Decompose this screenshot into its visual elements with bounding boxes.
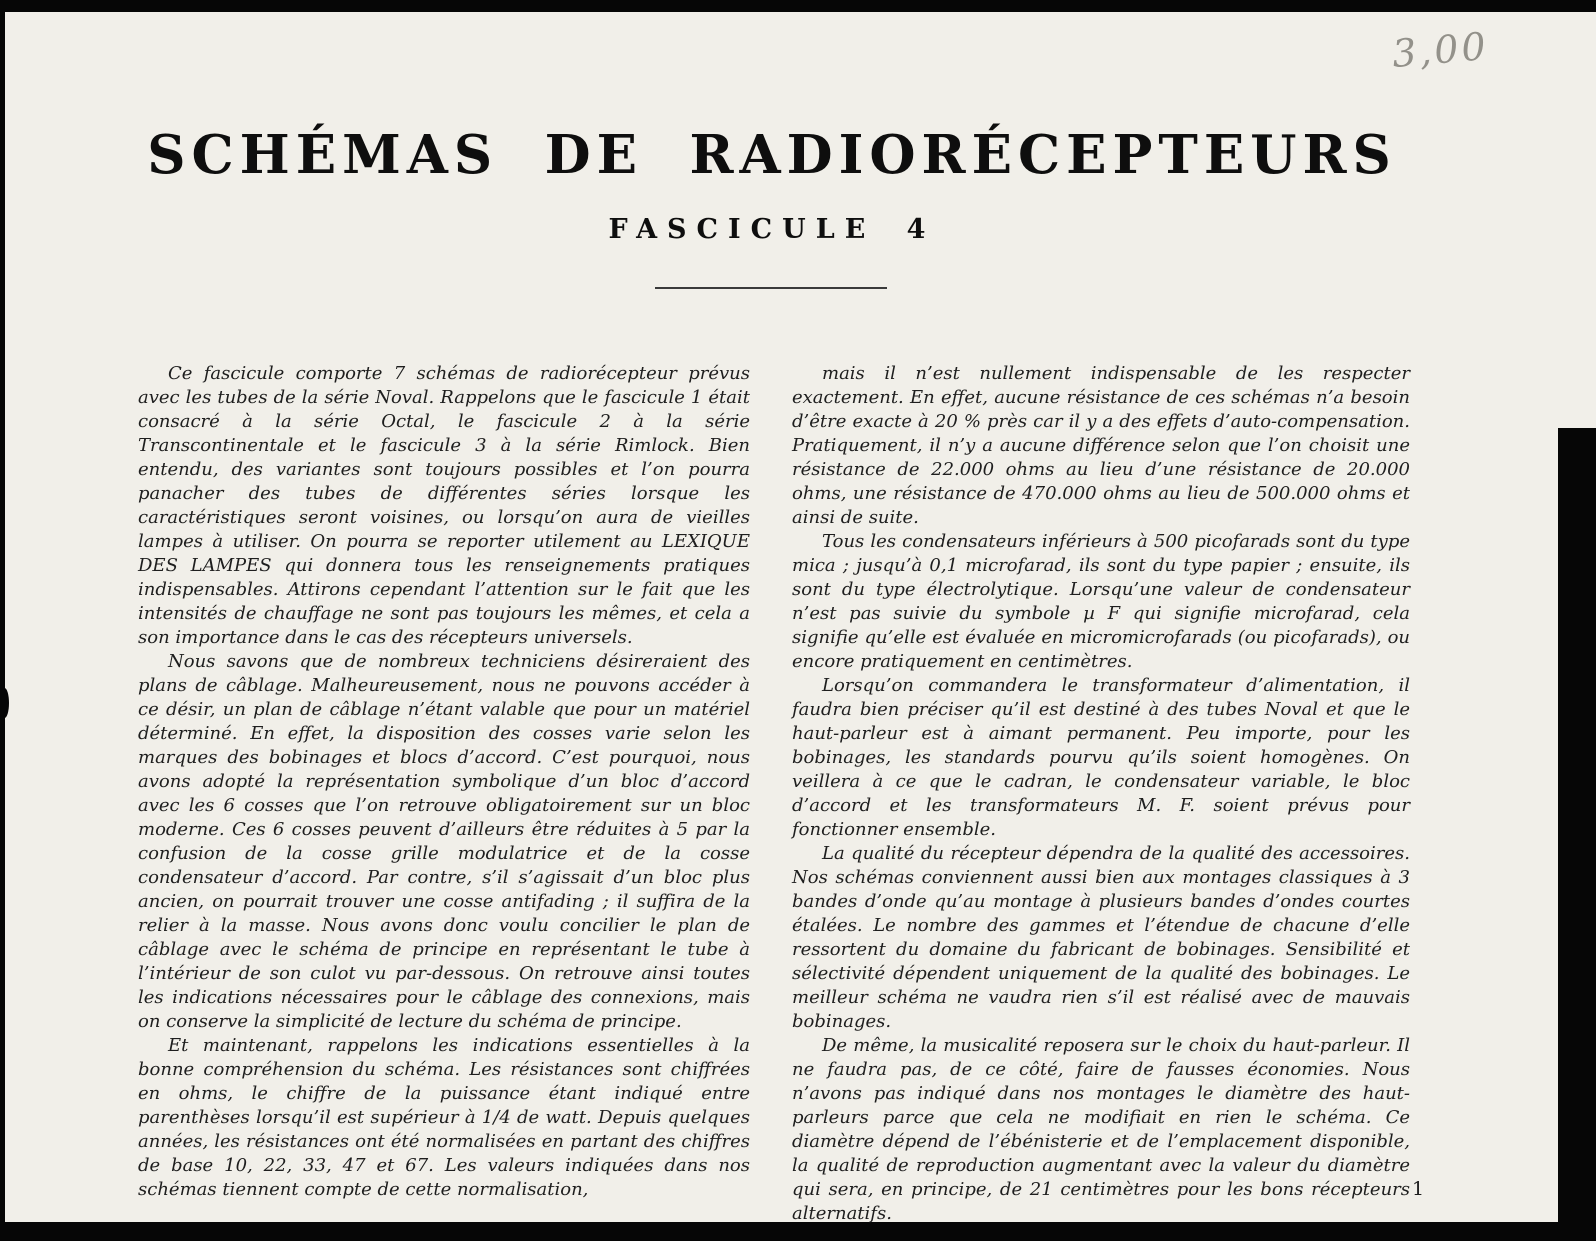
scan-edge-left [0,0,5,1241]
paragraph: Lorsqu’on commandera le transformateur d’alimentation, il faudra bien préciser qu’il est destiné à des tubes Noval et que le haut-parleur est à aimant permanent. Peu importe, pour les bobinages, les standards pourvu qu’ils soient homogènes. On veillera à ce que le cadran, le condensateur variable, le bloc d’accord et les transformateurs M. F. soient prévus pour fonctionner ensemble. [792,675,1410,840]
heading-block [90,0,1454,245]
title-divider-rule [655,287,887,289]
page-title: SCHÉMAS DE RADIORÉCEPTEURS [147,124,1397,186]
paragraph: mais il n’est nullement indispensable de les respecter exactement. En effet, aucune résistance de ces schémas n’a besoin d’être exacte à 20 % près car il y a des effets d’auto-compensation. Pratiquement, il n’y a aucune différence selon que l’on choisit une résistance de 22.000 ohms au lieu d’une résistance de 20.000 ohms, une résistance de 470.000 ohms au lieu de 500.000 ohms et ainsi de suite. [792,363,1410,528]
page-number: 1 [1412,1178,1425,1200]
scan-speck [0,688,9,718]
paragraph: Et maintenant, rappelons les indications essentielles à la bonne compréhension du schéma. Les résistances sont chiffrées en ohms, le chiffre de la puissance étant indiqué entre parenthèses lorsqu’il est supérieur à 1/4 de watt. Depuis quelques années, les résistances ont été normalisées en partant des chiffres de base 10, 22, 33, 47 et 67. Les valeurs indiquées dans nos schémas tiennent compte de cette normalisation, [138,1035,750,1200]
paragraph: La qualité du récepteur dépendra de la qualité des accessoires. Nos schémas conviennent aussi bien aux montages classiques à 3 bandes d’onde qu’au montage à plusieurs bandes d’ondes courtes étalées. Le nombre des gammes et l’étendue de chacune d’elle ressortent du domaine du fabricant de bobinages. Sensibilité et sélectivité dépendent uniquement de la qualité des bobinages. Le meilleur schéma ne vaudra rien s’il est réalisé avec de mauvais bobinages. [792,843,1410,1032]
paragraph: Nous savons que de nombreux techniciens désireraient des plans de câblage. Malheureusement, nous ne pouvons accéder à ce désir, un plan de câblage n’étant valable que pour un matériel déterminé. En effet, la disposition des cosses varie selon les marques des bobinages et blocs d’accord. C’est pourquoi, nous avons adopté la représentation symbolique d’un bloc d’accord avec les 6 cosses que l’on retrouve obligatoirement sur un bloc moderne. Ces 6 cosses peuvent d’ailleurs être réduites à 5 par la confusion de la cosse grille modulatrice et de la cosse condensateur d’accord. Par contre, s’il s’agissait d’un bloc plus ancien, on pourrait trouver une cosse antifading ; il suffira de la relier à la masse. Nous avons donc voulu concilier le plan de câblage avec le schéma de principe en représentant le tube à l’intérieur de son culot vu par-dessous. On retrouve ainsi toutes les indications nécessaires pour le câblage des connexions, mais on conserve la simplicité de lecture du schéma de principe. [138,651,750,1032]
paragraph: Tous les condensateurs inférieurs à 500 picofarads sont du type mica ; jusqu’à 0,1 microfarad, ils sont du type papier ; ensuite, ils sont du type électrolytique. Lorsqu’une valeur de condensateur n’est pas suivie du symbole µ F qui signifie microfarad, cela signifie qu’elle est évaluée en micromicrofarads (ou picofarads), ou encore pratiquement en centimètres. [792,531,1410,672]
paragraph: Ce fascicule comporte 7 schémas de radiorécepteur prévus avec les tubes de la série Noval. Rappelons que le fascicule 1 était consacré à la série Octal, le fascicule 2 à la série Transcontinentale et le fascicule 3 à la série Rimlock. Bien entendu, des variantes sont toujours possibles et l’on pourra panacher des tubes de différentes séries lorsque les caractéristiques seront voisines, ou lorsqu’on aura de vieilles lampes à utiliser. On pourra se reporter utilement au LEXIQUE DES LAMPES qui donnera tous les renseignements pratiques indispensables. Attirons cependant l’attention sur le fait que les intensités de chauffage ne sont pas toujours les mêmes, et cela a son importance dans le cas des récepteurs universels. [138,363,750,648]
right-column [792,362,1410,1226]
scan-edge-right [1558,428,1596,1241]
paragraph: De même, la musicalité reposera sur le choix du haut-parleur. Il ne faudra pas, de ce côté, faire de fausses économies. Nous n’avons pas indiqué dans nos montages le diamètre des haut-parleurs parce que cela ne modifiait en rien le schéma. Ce diamètre dépend de l’ébénisterie et de l’emplacement disponible, la qualité de reproduction augmentant avec la valeur du diamètre qui sera, en principe, de 21 centimètres pour les bons récepteurs alternatifs. [792,1035,1410,1224]
page-subtitle: FASCICULE 4 [608,214,936,245]
handwritten-price-note: 3,00 [1390,23,1491,77]
left-column [138,362,750,1202]
